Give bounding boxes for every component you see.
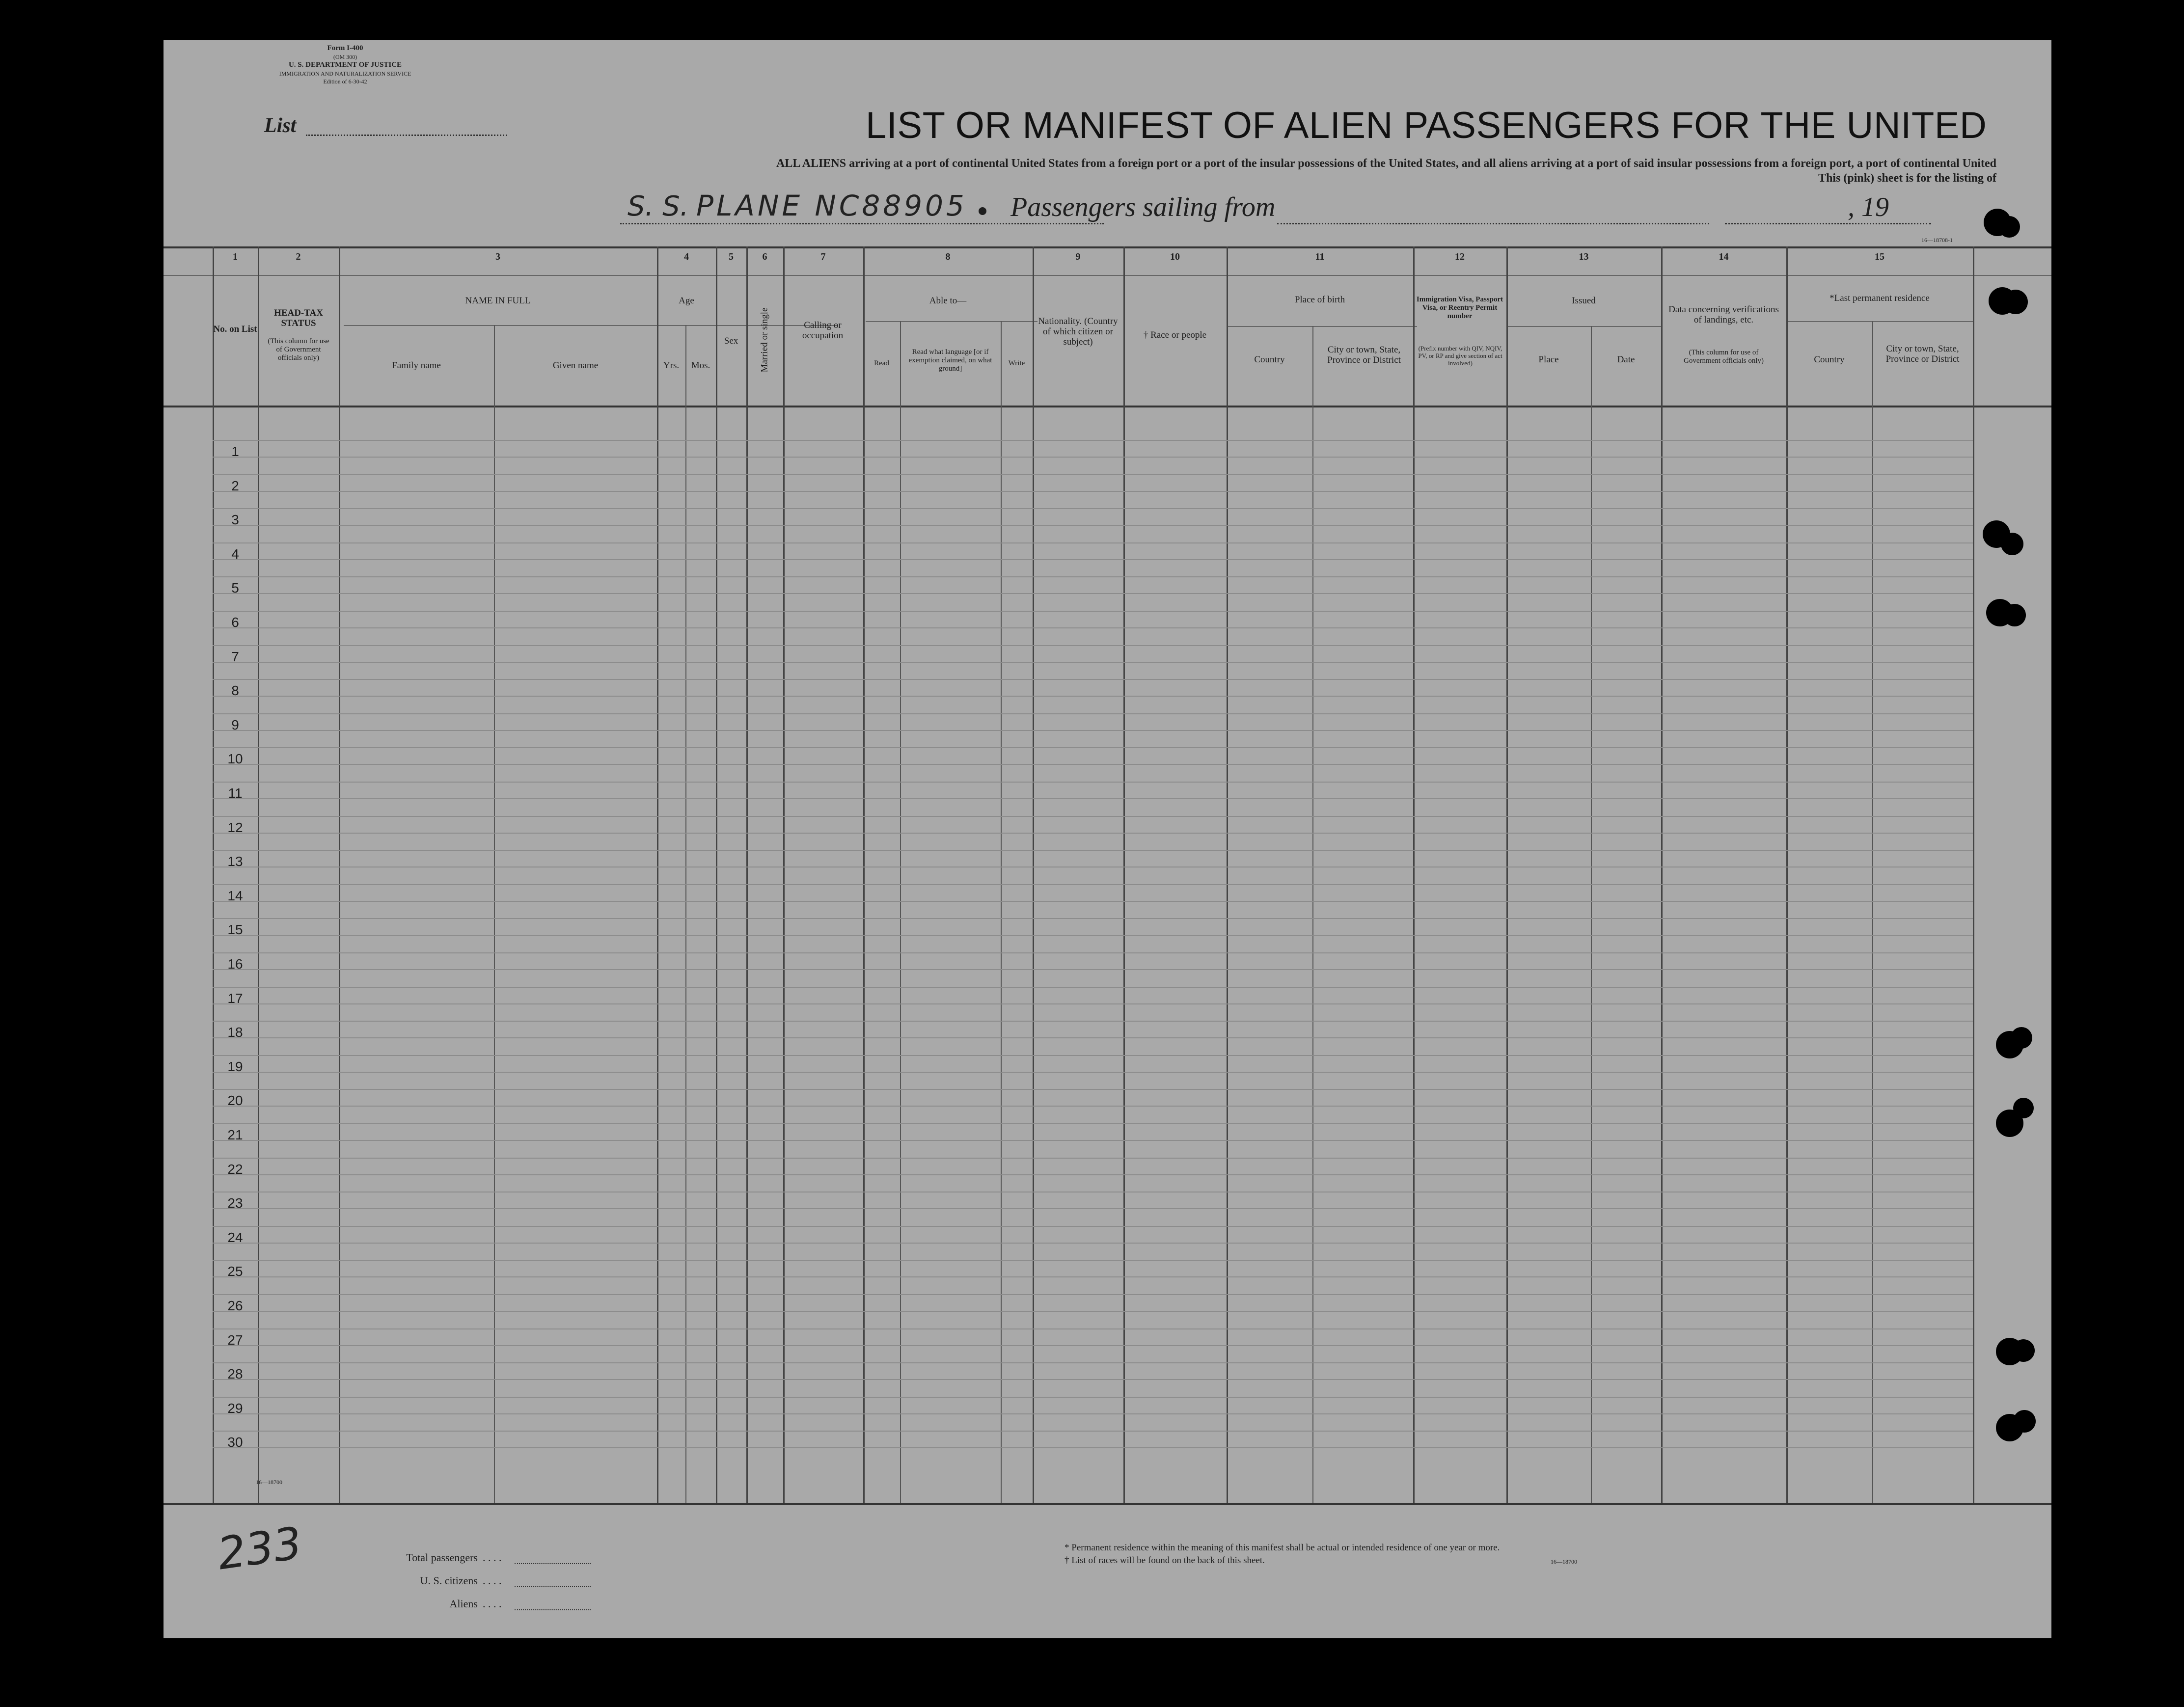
column-number: 4 [684, 251, 689, 262]
header-visa-note: (Prefix number with QIV, NQIV, PV, or RP and give section of act involved) [1418, 345, 1502, 367]
sailing-date-field[interactable] [1725, 223, 1931, 224]
row-line [213, 593, 1973, 594]
row-line [213, 884, 1973, 885]
aliens-label: Aliens [449, 1598, 478, 1610]
row-line [213, 1037, 1973, 1038]
row-line [213, 1413, 1973, 1414]
row-number: 17 [227, 991, 243, 1006]
sailing-label: Passengers sailing from [1010, 192, 1276, 222]
vessel-field[interactable] [620, 223, 1104, 224]
us-citizens-field[interactable] [515, 1586, 591, 1587]
row-number: 8 [231, 683, 239, 698]
punch-hole [2003, 604, 2026, 626]
table-top-border [164, 246, 2051, 248]
column-number: 8 [945, 251, 951, 262]
row-number: 28 [227, 1366, 243, 1382]
row-number: 22 [227, 1162, 243, 1177]
row-line [213, 833, 1973, 834]
row-line [213, 679, 1973, 680]
row-number: 5 [231, 580, 239, 596]
row-line [213, 1123, 1973, 1124]
row-line [213, 576, 1973, 577]
header-verification-note: (This column for use of Government officials only) [1683, 349, 1764, 365]
row-line [213, 1208, 1973, 1209]
header-calling: Calling or occupation [802, 320, 844, 341]
punch-hole [2013, 1410, 2036, 1433]
row-line [213, 969, 1973, 970]
column-line [783, 246, 785, 1503]
total-passengers-label: Total passengers [406, 1551, 478, 1564]
column-line [863, 246, 865, 1503]
header-no-on-list: No. on List [213, 324, 257, 334]
row-line [213, 1447, 1973, 1448]
column-line [1227, 246, 1228, 1503]
row-line [213, 1106, 1973, 1107]
column-number: 2 [296, 251, 301, 262]
column-line [657, 246, 658, 1503]
row-number: 16 [227, 956, 243, 972]
row-line [213, 816, 1973, 817]
row-line [213, 935, 1973, 936]
column-line [1591, 326, 1592, 1503]
column-line [258, 246, 259, 1503]
us-citizens-leader: . . . . [483, 1574, 502, 1587]
row-line [213, 457, 1973, 458]
column-line [1661, 246, 1663, 1503]
punch-hole [2012, 1339, 2035, 1362]
row-line [213, 645, 1973, 646]
column-line [1973, 246, 1974, 1503]
column-number: 10 [1170, 251, 1180, 262]
form-number: Form I-400 [327, 44, 363, 52]
column-number: 3 [495, 251, 500, 262]
column-line [1786, 246, 1788, 1503]
header-residence-country: Country [1814, 354, 1845, 365]
handwritten-number: 233 [214, 1517, 305, 1580]
header-last-residence: *Last permanent residence [1829, 293, 1930, 303]
list-field[interactable] [306, 135, 507, 136]
header-issued-place: Place [1538, 354, 1559, 365]
row-line [213, 1089, 1973, 1090]
column-line [746, 246, 748, 1503]
column-line [1001, 321, 1002, 1503]
form-code-top: 16—18708-1 [1921, 237, 1953, 244]
header-read: Read [874, 359, 889, 367]
row-line [213, 1311, 1973, 1312]
punch-hole [2013, 1098, 2034, 1118]
form-code-bottom: 16—18700 [256, 1479, 282, 1486]
row-line [213, 1328, 1973, 1329]
form-edition: Edition of 6-30-42 [323, 78, 367, 85]
header-able-to: Able to— [929, 296, 967, 306]
row-line [213, 559, 1973, 560]
header-write: Write [1008, 359, 1025, 367]
row-number: 20 [227, 1093, 243, 1108]
row-line [213, 747, 1973, 748]
row-line [213, 1021, 1973, 1022]
row-number: 2 [231, 478, 239, 493]
header-place-of-birth: Place of birth [1294, 295, 1345, 305]
row-number: 12 [227, 820, 243, 835]
vessel-name: PLANE NC88905 [696, 189, 967, 222]
row-line [213, 1226, 1973, 1227]
subheader-divider-issued [1506, 326, 1661, 327]
row-number: 6 [231, 615, 239, 630]
column-number: 6 [762, 251, 767, 262]
row-line [213, 1174, 1973, 1175]
column-number: 14 [1719, 251, 1729, 262]
subheader-divider-birth [1228, 326, 1417, 327]
row-line [213, 1362, 1973, 1363]
header-mos: Mos. [691, 360, 710, 371]
header-bottom-border [164, 406, 2051, 407]
aliens-field[interactable] [515, 1609, 591, 1610]
manifest-sheet [164, 40, 2051, 1638]
header-birth-city: City or town, State, Province or District [1327, 345, 1401, 365]
row-line [213, 918, 1973, 919]
column-number-divider [164, 275, 2051, 276]
header-married-single: Married or single [759, 307, 770, 373]
column-line [900, 321, 901, 1503]
row-line [213, 627, 1973, 628]
row-line [213, 1260, 1973, 1261]
aliens-leader: . . . . [483, 1598, 502, 1610]
punch-hole [1998, 216, 2020, 238]
column-line [1123, 246, 1125, 1503]
footnote-race: † List of races will be found on the back of this sheet. [1065, 1555, 1265, 1566]
column-line [685, 325, 686, 1503]
column-number: 1 [233, 251, 238, 262]
column-number: 5 [729, 251, 734, 262]
row-line [213, 798, 1973, 799]
row-line [213, 1379, 1973, 1380]
row-line [213, 1276, 1973, 1277]
header-sex: Sex [724, 336, 738, 346]
column-number: 11 [1315, 251, 1325, 262]
footnote-residence: * Permanent residence within the meaning of this manifest shall be actual or intended residence of one year or more. [1065, 1543, 1500, 1553]
header-yrs: Yrs. [663, 360, 680, 371]
instructions-line-1: ALL ALIENS arriving at a port of continental United States from a foreign port or a port of the insular possessions of the United States, and all aliens arriving at a port of said insular possessions from a foreign port, a port of continental United [776, 157, 1996, 170]
row-number: 3 [231, 512, 239, 527]
row-line [213, 1345, 1973, 1346]
row-number: 18 [227, 1025, 243, 1040]
row-line [213, 1294, 1973, 1295]
year-prefix: , 19 [1848, 192, 1889, 222]
row-number: 11 [228, 786, 243, 801]
row-number: 10 [227, 751, 243, 766]
instructions-line-2: This (pink) sheet is for the listing of [1818, 172, 1996, 185]
column-line [1312, 326, 1313, 1503]
punch-hole [2003, 290, 2028, 314]
column-line [213, 246, 214, 1503]
row-number: 30 [227, 1435, 243, 1450]
column-line [1506, 246, 1508, 1503]
row-line [213, 1003, 1973, 1004]
row-number: 27 [227, 1332, 243, 1348]
separator-dot [979, 207, 986, 215]
column-number: 15 [1875, 251, 1884, 262]
row-line [213, 1158, 1973, 1159]
row-number: 26 [227, 1298, 243, 1313]
row-line [213, 782, 1973, 783]
row-line [213, 987, 1973, 988]
header-visa: Immigration Visa, Passport Visa, or Reentry Permit number [1416, 296, 1503, 320]
page-title: LIST OR MANIFEST OF ALIEN PASSENGERS FOR THE UNITED [866, 105, 1987, 146]
row-line [213, 491, 1973, 492]
header-name-in-full: NAME IN FULL [465, 296, 531, 306]
header-family-name: Family name [392, 360, 441, 371]
header-issued: Issued [1572, 296, 1596, 306]
row-line [213, 696, 1973, 697]
column-number: 9 [1075, 251, 1081, 262]
row-number: 13 [227, 854, 243, 869]
list-label: List [264, 114, 297, 137]
us-citizens-label: U. S. citizens [420, 1574, 478, 1587]
row-line [213, 713, 1973, 714]
column-line [339, 246, 340, 1503]
row-number: 23 [227, 1195, 243, 1211]
row-number: 14 [227, 888, 243, 903]
row-line [213, 1243, 1973, 1244]
header-head-tax-note: (This column for use of Government officials only) [268, 337, 329, 362]
total-passengers-leader: . . . . [483, 1551, 502, 1564]
column-number: 13 [1579, 251, 1589, 262]
row-line [213, 1431, 1973, 1432]
total-passengers-field[interactable] [515, 1563, 591, 1564]
form-department: U. S. DEPARTMENT OF JUSTICE [288, 61, 402, 69]
table-bottom-border [164, 1503, 2051, 1505]
form-service: IMMIGRATION AND NATURALIZATION SERVICE [279, 70, 411, 77]
header-nationality: Nationality. (Country of which citizen or subject) [1038, 316, 1118, 347]
column-line [716, 246, 717, 1503]
column-number: 12 [1455, 251, 1465, 262]
header-verification: Data concerning verifications of landings, etc. [1668, 304, 1779, 325]
row-number: 4 [231, 546, 239, 562]
row-line [213, 1072, 1973, 1073]
row-line [213, 508, 1973, 509]
header-head-tax: HEAD-TAX STATUS [274, 308, 323, 328]
row-number: 25 [227, 1264, 243, 1279]
header-age: Age [679, 296, 694, 306]
row-number: 15 [227, 922, 243, 937]
row-line [213, 952, 1973, 953]
row-line [213, 850, 1973, 851]
footnote-code: 16—18700 [1551, 1558, 1577, 1565]
row-number: 19 [227, 1059, 243, 1074]
header-birth-country: Country [1254, 354, 1285, 365]
row-number: 21 [227, 1127, 243, 1142]
row-line [213, 525, 1973, 526]
row-number: 24 [227, 1230, 243, 1245]
row-line [213, 901, 1973, 902]
subheader-divider-residence [1787, 321, 1974, 322]
row-line [213, 440, 1973, 441]
header-race: † Race or people [1143, 330, 1207, 340]
sailing-from-field[interactable] [1277, 223, 1709, 224]
row-number: 7 [231, 649, 239, 664]
column-number: 7 [820, 251, 826, 262]
row-number: 1 [231, 444, 239, 459]
column-line [1872, 321, 1873, 1503]
column-line [1033, 246, 1034, 1503]
form-om: (OM 300) [333, 54, 357, 60]
row-line [213, 1140, 1973, 1141]
header-residence-city: City or town, State, Province or District [1885, 344, 1960, 364]
row-line [213, 1055, 1973, 1056]
vessel-prefix: S. S. [628, 190, 689, 222]
column-line [494, 325, 495, 1503]
row-line [213, 542, 1973, 543]
row-number: 9 [231, 717, 239, 732]
row-line [213, 662, 1973, 663]
row-line [213, 730, 1973, 731]
header-issued-date: Date [1617, 354, 1635, 365]
row-number: 29 [227, 1401, 243, 1416]
punch-hole [2001, 533, 2023, 555]
header-given-name: Given name [552, 360, 599, 371]
column-line [1413, 246, 1415, 1503]
punch-hole [2011, 1027, 2032, 1049]
header-read-language: Read what language [or if exemption claimed, on what ground] [908, 348, 992, 373]
row-line [213, 764, 1973, 765]
row-line [213, 611, 1973, 612]
subheader-divider-able [866, 321, 1037, 322]
row-line [213, 474, 1973, 475]
row-line [213, 1397, 1973, 1398]
